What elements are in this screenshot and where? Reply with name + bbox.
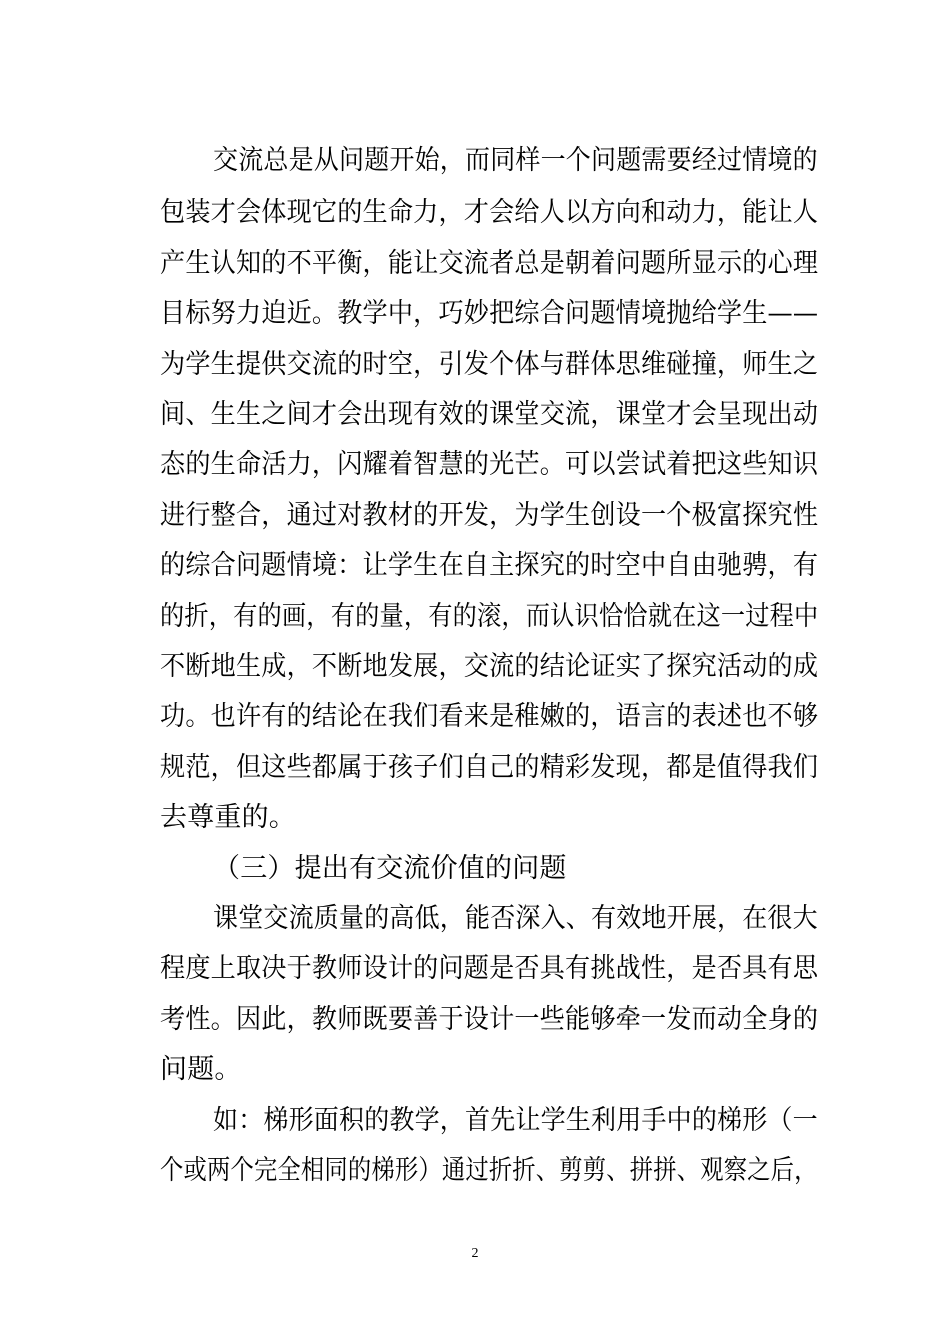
paragraph-1-line-5: 为学生提供交流的时空，引发个体与群体思维碰撞，师生之 [160, 349, 819, 380]
paragraph-2-line-4: 问题。 [160, 1054, 242, 1085]
page-number: 2 [471, 1246, 479, 1261]
paragraph-1-line-14: 去尊重的。 [160, 802, 296, 833]
paragraph-1-line-6: 间、生生之间才会出现有效的课堂交流，课堂才会呈现出动 [160, 399, 819, 430]
paragraph-1-line-10: 的折，有的画，有的量，有的滚，而认识恰恰就在这一过程中 [160, 601, 819, 632]
paragraph-1-line-12: 功。也许有的结论在我们看来是稚嫩的，语言的表述也不够 [160, 701, 819, 732]
paragraph-1-line-1: 交流总是从问题开始，而同样一个问题需要经过情境的 [213, 145, 818, 176]
paragraph-2-line-2: 程度上取决于教师设计的问题是否具有挑战性，是否具有思 [160, 953, 819, 984]
paragraph-2-line-1: 课堂交流质量的高低，能否深入、有效地开展，在很大 [213, 903, 818, 934]
paragraph-1-line-4: 目标努力迫近。教学中，巧妙把综合问题情境抛给学生—— [160, 298, 819, 329]
paragraph-3-line-1: 如：梯形面积的教学，首先让学生利用手中的梯形（一 [213, 1105, 818, 1136]
paragraph-2-line-3: 考性。因此，教师既要善于设计一些能够牵一发而动全身的 [160, 1004, 819, 1035]
paragraph-1-line-3: 产生认知的不平衡，能让交流者总是朝着问题所显示的心理 [160, 248, 819, 279]
paragraph-1-line-11: 不断地生成，不断地发展，交流的结论证实了探究活动的成 [160, 651, 819, 682]
paragraph-1-line-8: 进行整合，通过对教材的开发，为学生创设一个极富探究性 [160, 500, 819, 531]
paragraph-3-line-2: 个或两个完全相同的梯形）通过折折、剪剪、拼拼、观察之后， [160, 1155, 818, 1186]
section-heading: （三）提出有交流价值的问题 [213, 853, 567, 884]
paragraph-1-line-2: 包装才会体现它的生命力，才会给人以方向和动力，能让人 [160, 197, 819, 228]
paragraph-1-line-9: 的综合问题情境：让学生在自主探究的时空中自由驰骋，有 [160, 550, 819, 581]
paragraph-1-line-7: 态的生命活力，闪耀着智慧的光芒。可以尝试着把这些知识 [160, 449, 819, 480]
paragraph-1-line-13: 规范，但这些都属于孩子们自己的精彩发现，都是值得我们 [160, 752, 819, 783]
